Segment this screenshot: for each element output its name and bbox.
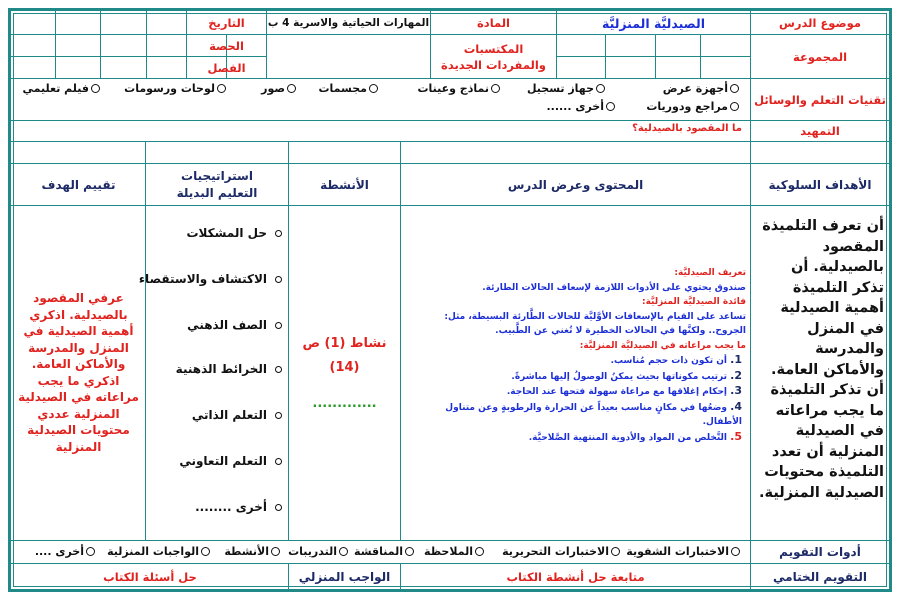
col-header-activities: الأنشطة [320,177,369,192]
homework-label: الواجب المنزلي [298,569,391,584]
radio-circle-icon [611,547,620,556]
tool-option-pictures[interactable]: صور [261,82,296,95]
assessment-other[interactable]: أخرى .... [35,545,95,558]
radio-circle-icon [86,547,95,556]
strategy-self-learning[interactable]: التعلم الذاتي [192,408,282,422]
assessment-label: أدوات التقويم [779,545,861,559]
tool-option-projectors[interactable]: أجهزة عرض [663,82,739,95]
final-evaluation-label: التقويم الختامي [773,569,868,584]
tool-option-other[interactable]: أخرى ...... [546,100,615,113]
activity-dots: ............. [312,396,377,411]
lesson-content [404,266,746,445]
rule-item: 1. أن تكون ذات حجم مُناسب. [610,353,742,366]
rule-item: 3. إحكام إغلاقها مع مراعاة سهولة فتحها عند الحاجة. [506,384,742,397]
strategy-discovery[interactable]: الاكتشاف والاستقصاء [139,272,282,286]
intro-label: التمهيد [800,124,840,138]
assessment-activities[interactable]: الأنشطة [224,545,280,558]
radio-circle-icon [405,547,414,556]
assessment-discussion[interactable]: المناقشة [354,545,414,558]
benefit-title: فائدة الصيدليَّة المنزليَّة: [641,297,746,307]
tool-option-recorder[interactable]: جهاز تسجيل [527,82,605,95]
radio-circle-icon [275,322,282,329]
date-label: التاريخ [208,16,245,30]
definition-text: صندوق يحتوي على الأدوات اللازمة لإسعاف الحالات الطارئة. [482,282,746,293]
assessment-observation[interactable]: الملاحظة [424,545,484,558]
radio-circle-icon [91,84,100,93]
assessment-homework[interactable]: الواجبات المنزلية [107,545,210,558]
radio-circle-icon [730,84,739,93]
radio-circle-icon [275,230,282,237]
radio-circle-icon [275,412,282,419]
rules-title: ما يجب مراعاته في الصيدليَّة المنزليَّة: [579,340,746,351]
assessment-oral-tests[interactable]: الاختبارات الشفوية [626,545,740,558]
class-label: الفصل [207,60,246,75]
strategy-mind-maps[interactable]: الخرائط الذهنية [176,362,282,376]
radio-circle-icon [201,547,210,556]
follow-up-book-activities: متابعة حل أنشطة الكتاب [506,569,645,584]
period-label: الحصة [209,38,244,53]
radio-circle-icon [475,547,484,556]
lesson-topic-label: موضوع الدرس [779,16,861,30]
col-header-content: المحتوى وعرض الدرس [507,177,644,192]
radio-circle-icon [491,84,500,93]
radio-circle-icon [217,84,226,93]
tool-option-educational-film[interactable]: فيلم تعليمي [23,82,100,95]
intro-question: ما المقصود بالصيدلية؟ [632,123,742,134]
rule-item: 2. ترتيب مكوناتها بحيث يمكنُ الوصولُ إليها مباشرةً. [511,368,742,382]
definition-title: تعريف الصيدليَّة: [674,268,746,278]
radio-circle-icon [271,547,280,556]
assessment-exercises[interactable]: التدريبات [288,545,348,558]
radio-circle-icon [339,547,348,556]
col-header-objectives: الأهداف السلوكية [768,177,872,192]
tool-option-references[interactable]: مراجع ودوريات [646,100,739,113]
rules-list [404,353,746,445]
radio-circle-icon [730,102,739,111]
activity-block [289,332,400,380]
activity-page: (14) [329,360,360,375]
radio-circle-icon [275,276,282,283]
col-header-strategies: استراتيجيات التعليم البديلة [176,168,258,200]
evaluation-text: عرفي المقصود بالصيدلية. اذكري أهمية الصيدلية في المنزل والمدرسة والأماكن العامة. اذكري ما يجب مراعاته في الصيدلية المنزلية عددي محتويات الصيدلية المنزلية [18,291,139,454]
tool-option-models-samples[interactable]: نماذج وعينات [417,82,500,95]
radio-circle-icon [369,84,378,93]
radio-circle-icon [275,504,282,511]
radio-circle-icon [275,366,282,373]
book-questions: حل أسئلة الكتاب [103,569,197,584]
rule-item: 4. وضعُها في مكانٍ مناسب بعيداً عن الحرارة والرطوبةٍ وعن متناول الأطفال. [445,399,742,427]
assessment-written-tests[interactable]: الاختبارات التحريرية [502,545,620,558]
strategy-problem-solving[interactable]: حل المشكلات [186,226,282,240]
radio-circle-icon [287,84,296,93]
group-label: المجموعة [793,49,848,64]
tool-option-boards-drawings[interactable]: لوحات ورسومات [124,82,226,95]
rule-item: 5. التَّخلص من المواد والأدوية المنتهية الصَّلاحيَّة. [528,429,742,443]
tool-option-3d-models[interactable]: مجسمات [319,82,379,95]
radio-circle-icon [606,102,615,111]
strategy-brainstorming[interactable]: الصف الذهني [187,318,282,332]
radio-circle-icon [275,458,282,465]
gains-label: المكتسبات والمفردات الجديدة [441,41,546,72]
tools-label: تقنيات التعلم والوسائل [754,92,886,107]
col-header-evaluation: تقييم الهدف [41,177,116,192]
radio-circle-icon [731,547,740,556]
subject-value: المهارات الحياتية والاسرية 4 ب [267,17,430,29]
benefit-text: تساعد على القيام بالإسعافات الأوَّليَّة للحالات الطَّارئة البسيطة، مثل: الجروح.. ولكنَّها في الحالات الخطيرة لا تُغني عن الطَّبيب. [444,311,746,336]
activity-line: نشاط (1) ص [302,336,387,351]
lesson-topic-value: الصيدليَّة المنزليَّة [602,15,705,31]
radio-circle-icon [596,84,605,93]
strategy-cooperative[interactable]: التعلم التعاوني [179,454,282,468]
subject-label: المادة [477,16,510,30]
strategy-other[interactable]: أخرى ........ [195,500,282,514]
objectives-text: أن تعرف التلميذة المقصود بالصيدلية. أن تذكر التلميذة أهمية الصيدلية في المنزل والمدرسة والأماكن العامة. أن تذكر التلميذة ما يجب مراعاته في الصيدلية المنزلية أن تعدد التلميذة محتويات الصيدلية المنزلية. [759,218,884,501]
